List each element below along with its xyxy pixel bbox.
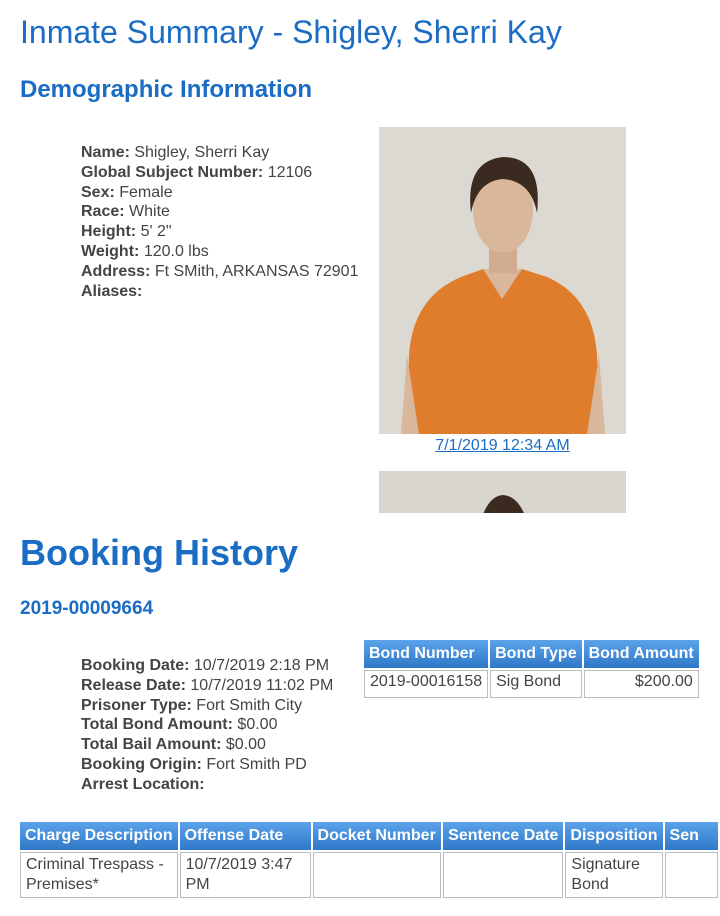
field-value: Female	[119, 183, 173, 201]
field-total-bail-amount	[81, 735, 333, 755]
table-row	[20, 852, 718, 898]
demographic-heading: Demographic Information	[20, 76, 313, 103]
photo-gallery[interactable]	[379, 127, 626, 513]
field-value: Fort Smith City	[196, 696, 303, 714]
field-label: Global Subject Number:	[81, 163, 264, 181]
booking-fields	[81, 656, 333, 795]
field-release-date	[81, 676, 333, 696]
field-value: 10/7/2019 11:02 PM	[190, 676, 334, 694]
column-header-docket-number[interactable]: Docket Number	[313, 822, 442, 850]
bond-table-header	[364, 640, 699, 668]
charge-table	[18, 820, 720, 900]
charge-description-cell: Criminal Trespass - Premises*	[20, 852, 178, 898]
booking-history-heading: Booking History	[20, 532, 299, 573]
field-address	[81, 262, 358, 282]
column-header-charge-description[interactable]: Charge Description	[20, 822, 178, 850]
field-value: Ft SMith, ARKANSAS 72901	[154, 262, 359, 280]
field-label: Booking Date:	[81, 657, 190, 674]
demographic-fields	[81, 143, 358, 301]
field-total-bond-amount	[81, 715, 333, 735]
column-header-offense-date[interactable]: Offense Date	[180, 822, 311, 850]
field-value: $0.00	[237, 716, 278, 734]
bond-type-cell: Sig Bond	[490, 670, 581, 698]
field-value: Shigley, Sherri Kay	[134, 144, 270, 161]
field-label: Prisoner Type:	[81, 696, 192, 714]
field-label: Arrest Location:	[81, 775, 205, 793]
column-header-sen[interactable]: Sen	[665, 822, 718, 850]
field-label: Weight:	[81, 242, 140, 260]
sen-cell	[665, 852, 718, 898]
field-label: Address:	[81, 262, 151, 280]
bond-number-cell: 2019-00016158	[364, 670, 488, 698]
disposition-cell: Signature Bond	[565, 852, 662, 898]
charge-table-header	[20, 822, 718, 850]
field-global-subject-number	[81, 163, 358, 183]
column-header-bond-amount[interactable]: Bond Amount	[584, 640, 699, 668]
page-title: Inmate Summary - Shigley, Sherri Kay	[20, 14, 562, 50]
mugshot-photo[interactable]	[379, 127, 626, 434]
docket-number-cell	[313, 852, 442, 898]
field-value: Fort Smith PD	[206, 755, 307, 773]
offense-date-cell: 10/7/2019 3:47 PM	[180, 852, 311, 898]
column-header-sentence-date[interactable]: Sentence Date	[443, 822, 563, 850]
field-label: Release Date:	[81, 676, 186, 694]
bond-table	[362, 638, 701, 700]
field-value: 12106	[267, 163, 313, 181]
field-label: Aliases:	[81, 282, 143, 300]
field-aliases	[81, 282, 358, 302]
mugshot-photo-2[interactable]	[379, 471, 626, 513]
field-booking-origin	[81, 755, 333, 775]
field-label: Race:	[81, 203, 125, 221]
field-race	[81, 202, 358, 222]
field-arrest-location	[81, 775, 333, 795]
field-label: Total Bond Amount:	[81, 716, 233, 734]
field-weight	[81, 242, 358, 262]
field-label: Booking Origin:	[81, 755, 202, 773]
field-value: 5' 2"	[140, 223, 172, 241]
column-header-bond-type[interactable]: Bond Type	[490, 640, 581, 668]
column-header-disposition[interactable]: Disposition	[565, 822, 662, 850]
column-header-bond-number[interactable]: Bond Number	[364, 640, 488, 668]
field-label: Height:	[81, 223, 137, 241]
field-label: Sex:	[81, 183, 115, 201]
field-value: 10/7/2019 2:18 PM	[193, 657, 330, 674]
photo-date-link[interactable]: 7/1/2019 12:34 AM	[435, 437, 570, 454]
field-value: White	[129, 203, 170, 221]
field-value: 120.0 lbs	[143, 242, 209, 260]
booking-number: 2019-00009664	[20, 598, 154, 619]
field-height	[81, 222, 358, 242]
table-row	[364, 670, 699, 698]
field-value: $0.00	[225, 736, 266, 754]
field-label: Name:	[81, 144, 130, 161]
field-prisoner-type	[81, 696, 333, 716]
field-booking-date	[81, 656, 333, 676]
sentence-date-cell	[443, 852, 563, 898]
field-name	[81, 143, 358, 163]
bond-amount-cell: $200.00	[584, 670, 699, 698]
field-sex	[81, 183, 358, 203]
field-label: Total Bail Amount:	[81, 736, 222, 754]
